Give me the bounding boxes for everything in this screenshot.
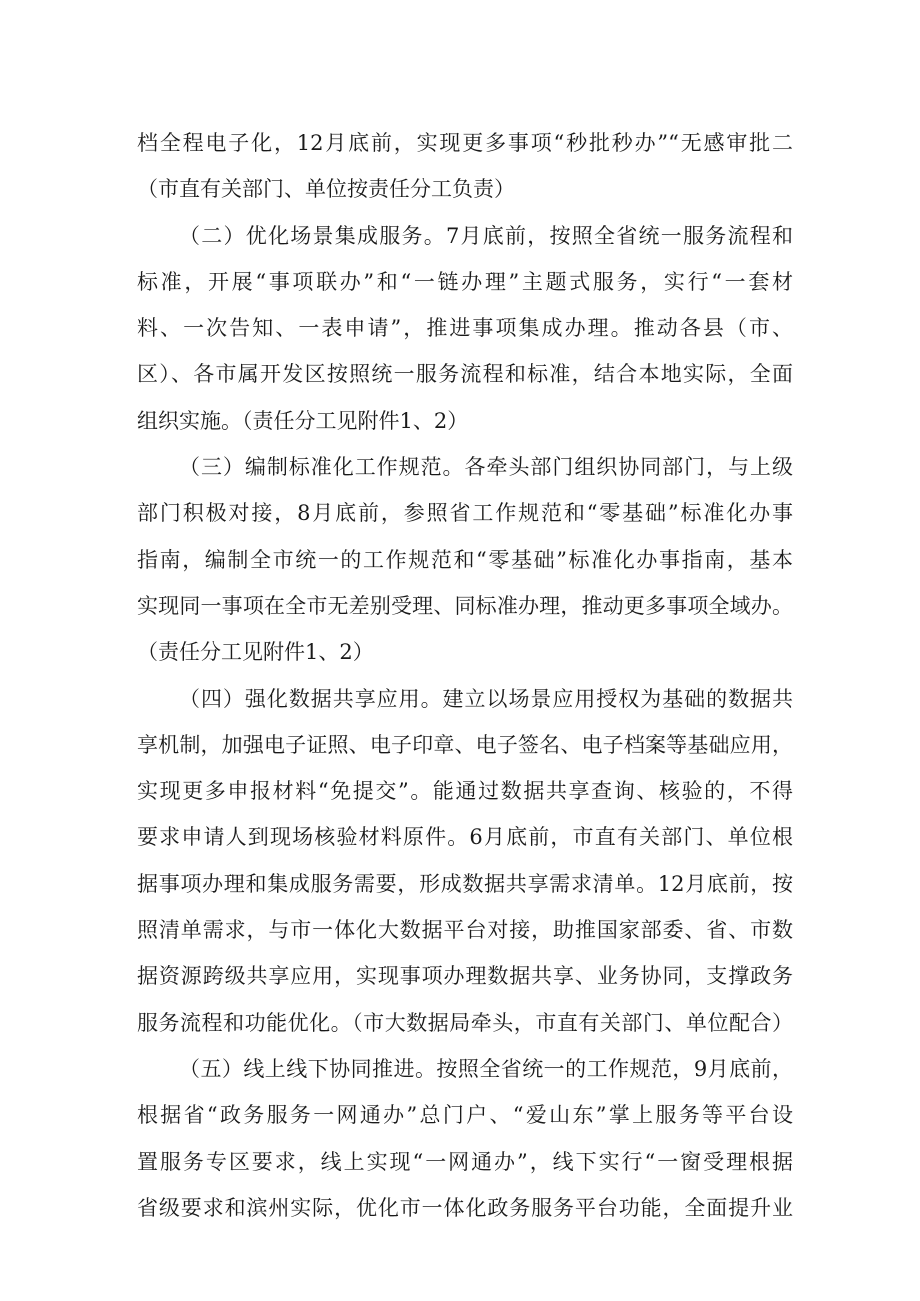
text-line — [137, 722, 793, 768]
text-line — [137, 1092, 793, 1138]
text-line — [137, 213, 793, 259]
text-line — [137, 861, 793, 907]
text-line-content: 料、一次告知、一表申请”，推进事项集成办理。推动各县（市、 — [137, 316, 793, 341]
text-line-content: （市直有关部门、单位按责任分工负责） — [137, 177, 515, 202]
text-line — [137, 120, 793, 166]
text-line — [137, 166, 793, 212]
document-body — [137, 120, 793, 1231]
text-line-content: （二）优化场景集成服务。7月底前，按照全省统一服务流程和 — [179, 223, 793, 248]
text-line-content: 根据省“政务服务一网通办”总门户、“爱山东”掌上服务等平台设 — [137, 1103, 793, 1128]
text-line-content: （三）编制标准化工作规范。各牵头部门组织协同部门，与上级 — [179, 455, 793, 480]
text-line-content: 照清单需求，与市一体化大数据平台对接，助推国家部委、省、市数 — [137, 918, 793, 943]
text-line-content: 据资源跨级共享应用，实现事项办理数据共享、业务协同，支撑政务 — [137, 964, 793, 989]
text-line — [137, 1046, 793, 1092]
text-line — [137, 305, 793, 351]
text-line — [137, 814, 793, 860]
text-line — [137, 351, 793, 397]
text-line-content: （五）线上线下协同推进。按照全省统一的工作规范，9月底前， — [179, 1056, 793, 1081]
text-line — [137, 259, 793, 305]
text-line-content: 区）、各市属开发区按照统一服务流程和标准，结合本地实际，全面 — [137, 362, 793, 387]
text-line-content: 标准，开展“事项联办”和“一链办理”主题式服务，实行“一套材 — [137, 269, 793, 294]
text-line — [137, 768, 793, 814]
text-line — [137, 583, 793, 629]
text-line — [137, 953, 793, 999]
text-line-content: 实现更多申报材料“免提交”。能通过数据共享查询、核验的，不得 — [137, 779, 793, 804]
text-line-content: 组织实施。（责任分工见附件1、2） — [137, 408, 469, 433]
text-line-content: 服务流程和功能优化。（市大数据局牵头，市直有关部门、单位配合） — [137, 1010, 793, 1035]
text-line — [137, 537, 793, 583]
text-line — [137, 398, 793, 444]
text-line-content: 要求申请人到现场核验材料原件。6月底前，市直有关部门、单位根 — [137, 825, 793, 850]
text-line-content: （四）强化数据共享应用。建立以场景应用授权为基础的数据共 — [179, 686, 793, 711]
text-line-content: 部门积极对接，8月底前，参照省工作规范和“零基础”标准化办事 — [137, 501, 793, 526]
text-line-content: 据事项办理和集成服务需要，形成数据共享需求清单。12月底前，按 — [137, 871, 793, 896]
text-line-content: 省级要求和滨州实际，优化市一体化政务服务平台功能，全面提升业 — [137, 1195, 793, 1220]
text-line-content: 实现同一事项在全市无差别受理、同标准办理，推动更多事项全域办。 — [137, 593, 793, 618]
text-line — [137, 629, 793, 675]
text-line-content: 享机制，加强电子证照、电子印章、电子签名、电子档案等基础应用， — [137, 732, 793, 757]
text-line — [137, 1000, 793, 1046]
text-line — [137, 907, 793, 953]
text-line-content: （责任分工见附件1、2） — [137, 640, 374, 665]
text-line — [137, 1139, 793, 1185]
text-line-content: 置服务专区要求，线上实现“一网通办”，线下实行“一窗受理根据 — [137, 1149, 793, 1174]
text-line-content: 指南，编制全市统一的工作规范和“零基础”标准化办事指南，基本 — [137, 547, 793, 572]
text-line-content: 档全程电子化，12月底前，实现更多事项“秒批秒办”“无感审批二 — [137, 131, 793, 155]
text-line — [137, 676, 793, 722]
text-line — [137, 1185, 793, 1231]
text-line — [137, 444, 793, 490]
text-line — [137, 490, 793, 536]
